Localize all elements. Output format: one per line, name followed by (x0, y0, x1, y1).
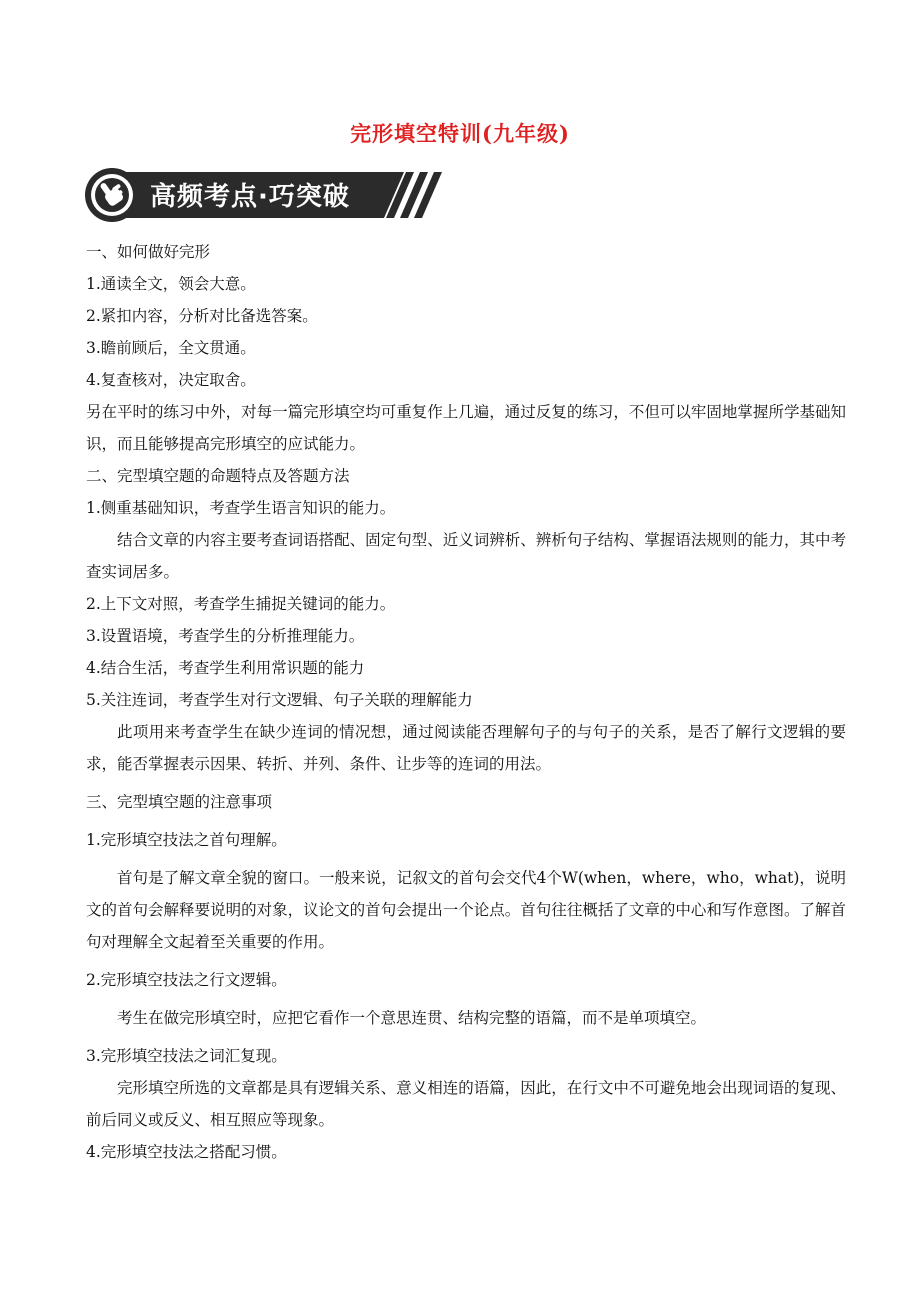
list-item: 3.完形填空技法之词汇复现。 (86, 1047, 287, 1065)
item-description: 完形填空所选的文章都是具有逻辑关系、意义相连的语篇，因此，在行文中不可避免地会出现词语的复现、前后同义或反义、相互照应等现象。 (86, 1079, 846, 1129)
list-item: 5.关注连词，考查学生对行文逻辑、句子关联的理解能力 (86, 691, 473, 709)
item-description: 此项用来考查学生在缺少连词的情况想，通过阅读能否理解句子的与句子的关系，是否了解行文逻辑的要求，能否掌握表示因果、转折、并列、条件、让步等的连词的用法。 (86, 723, 846, 773)
list-item: 1.通读全文，领会大意。 (86, 275, 256, 293)
document-body (86, 236, 846, 1168)
hand-pointing-icon (84, 166, 144, 224)
item-description: 结合文章的内容主要考查词语搭配、固定句型、近义词辨析、辨析句子结构、掌握语法规则的能力，其中考查实词居多。 (86, 531, 846, 581)
banner-label: 高频考点·巧突破 (150, 182, 350, 212)
section-note: 另在平时的练习中外，对每一篇完形填空均可重复作上几遍，通过反复的练习，不但可以牢固地掌握所学基础知识，而且能够提高完形填空的应试能力。 (86, 403, 846, 453)
list-item: 4.复查核对，决定取舍。 (86, 371, 256, 389)
item-description: 首句是了解文章全貌的窗口。一般来说，记叙文的首句会交代4个W(when，where，who，what)，说明文的首句会解释要说明的对象，议论文的首句会提出一个论点。首句往往概括了文章的中心和写作意图。了解首句对理解全文起着至关重要的作用。 (86, 869, 846, 951)
list-item: 3.设置语境，考查学生的分析推理能力。 (86, 627, 365, 645)
section-heading-2: 二、完型填空题的命题特点及答题方法 (86, 467, 350, 485)
section-heading-1: 一、如何做好完形 (86, 243, 211, 261)
list-item: 2.紧扣内容，分析对比备选答案。 (86, 307, 318, 325)
list-item: 4.完形填空技法之搭配习惯。 (86, 1143, 287, 1161)
list-item: 2.完形填空技法之行文逻辑。 (86, 971, 287, 989)
item-description: 考生在做完形填空时，应把它看作一个意思连贯、结构完整的语篇，而不是单项填空。 (117, 1009, 707, 1027)
list-item: 3.瞻前顾后，全文贯通。 (86, 339, 256, 357)
section-heading-3: 三、完型填空题的注意事项 (86, 793, 273, 811)
document-title: 完形填空特训(九年级) (350, 121, 570, 146)
list-item: 1.侧重基础知识，考查学生语言知识的能力。 (86, 499, 396, 517)
list-item: 2.上下文对照，考查学生捕捉关键词的能力。 (86, 595, 396, 613)
section-banner (84, 166, 444, 224)
list-item: 4.结合生活，考查学生利用常识题的能力 (86, 659, 365, 677)
list-item: 1.完形填空技法之首句理解。 (86, 831, 287, 849)
